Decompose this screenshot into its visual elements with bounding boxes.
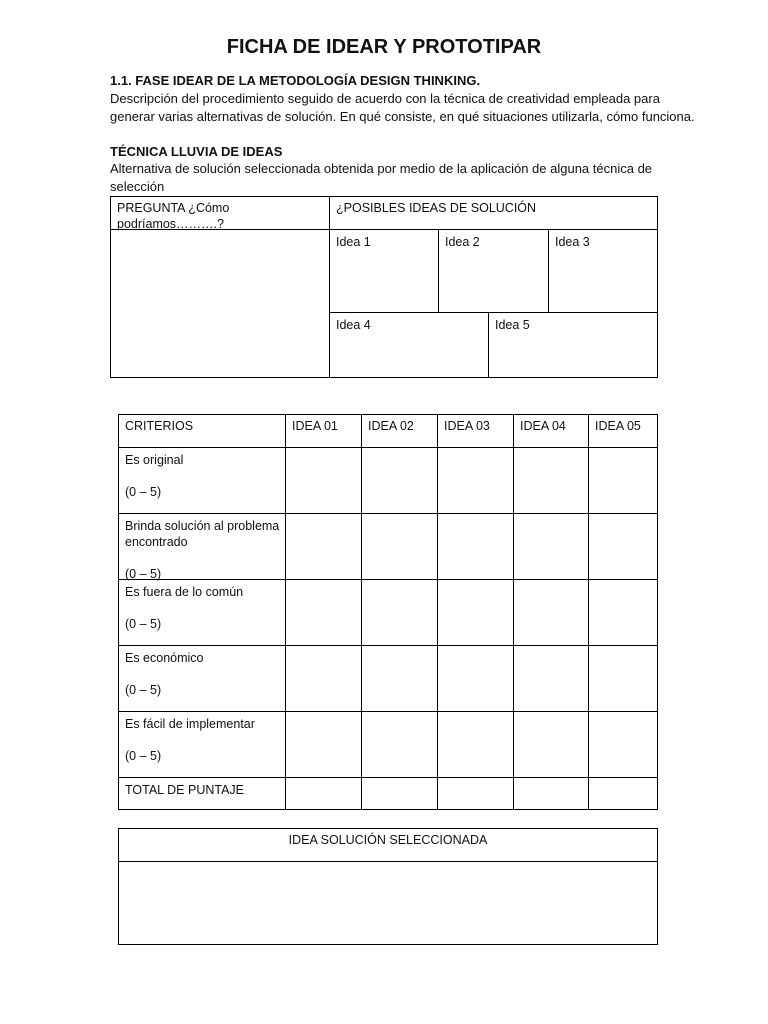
ideas-table — [110, 196, 658, 378]
score-cell[interactable] — [589, 448, 657, 513]
criterion-label: Es económico — [125, 651, 204, 665]
header-idea-04: IDEA 04 — [520, 419, 566, 433]
question-input-area[interactable] — [111, 230, 329, 377]
section-heading: 1.1. FASE IDEAR DE LA METODOLOGÍA DESIGN THINKING. — [110, 73, 481, 88]
criterion-scale: (0 – 5) — [125, 749, 162, 763]
criterion-label: Brinda solución al problema — [125, 519, 280, 533]
criterion-uncommon — [119, 580, 285, 645]
criterion-label: Es original — [125, 453, 184, 467]
technique-description-line-2: selección — [110, 179, 165, 194]
header-idea-05: IDEA 05 — [595, 419, 641, 433]
idea-4-label: Idea 4 — [336, 318, 371, 332]
criterion-scale: (0 – 5) — [125, 683, 162, 697]
possible-ideas-header: ¿POSIBLES IDEAS DE SOLUCIÓN — [336, 201, 537, 215]
criterion-scale: (0 – 5) — [125, 485, 162, 499]
idea-2-label: Idea 2 — [445, 235, 480, 249]
technique-description-line-1: Alternativa de solución seleccionada obtenida por medio de la aplicación de alguna técnica de — [110, 161, 653, 176]
criterion-label: Es fácil de implementar — [125, 717, 255, 731]
criterion-scale: (0 – 5) — [125, 617, 162, 631]
criterion-label: Es fuera de lo común — [125, 585, 244, 599]
score-cell[interactable] — [514, 448, 588, 513]
idea-3-label: Idea 3 — [555, 235, 590, 249]
idea-5-label: Idea 5 — [495, 318, 530, 332]
criterion-label-line-2: encontrado — [125, 535, 188, 549]
criterion-original — [119, 448, 289, 513]
section-description-line-2: generar varias alternativas de solución. En qué consiste, en qué situaciones utilizarla, cómo funciona. — [110, 109, 695, 124]
criterion-scale: (0 – 5) — [125, 567, 162, 581]
question-header: PREGUNTA ¿Cómo podríamos……….? — [117, 201, 230, 231]
criterion-solves-problem — [119, 514, 291, 579]
header-idea-01: IDEA 01 — [292, 419, 338, 433]
score-cell[interactable] — [362, 448, 437, 513]
idea-2-cell[interactable] — [439, 230, 548, 312]
score-cell[interactable] — [286, 448, 361, 513]
idea-3-cell[interactable] — [549, 230, 657, 312]
idea-1-cell[interactable] — [330, 230, 438, 312]
criterion-easy-implement — [119, 712, 285, 777]
score-cell[interactable] — [438, 448, 513, 513]
selected-idea-header: IDEA SOLUCIÓN SELECCIONADA — [288, 833, 488, 847]
idea-5-cell[interactable] — [489, 313, 657, 377]
criterion-economic — [119, 646, 285, 711]
idea-4-cell[interactable] — [330, 313, 488, 377]
header-idea-02: IDEA 02 — [368, 419, 414, 433]
technique-heading: TÉCNICA LLUVIA DE IDEAS — [110, 144, 283, 159]
idea-1-label: Idea 1 — [336, 235, 371, 249]
total-score-label: TOTAL DE PUNTAJE — [125, 783, 245, 797]
criteria-table — [118, 414, 658, 810]
selected-idea-input-area[interactable] — [119, 862, 657, 944]
page-title: FICHA DE IDEAR Y PROTOTIPAR — [226, 36, 542, 58]
header-criterios: CRITERIOS — [125, 419, 194, 433]
selected-idea-table — [118, 828, 658, 945]
section-description-line-1: Descripción del procedimiento seguido de acuerdo con la técnica de creatividad empleada para — [110, 91, 660, 106]
header-idea-03: IDEA 03 — [444, 419, 490, 433]
